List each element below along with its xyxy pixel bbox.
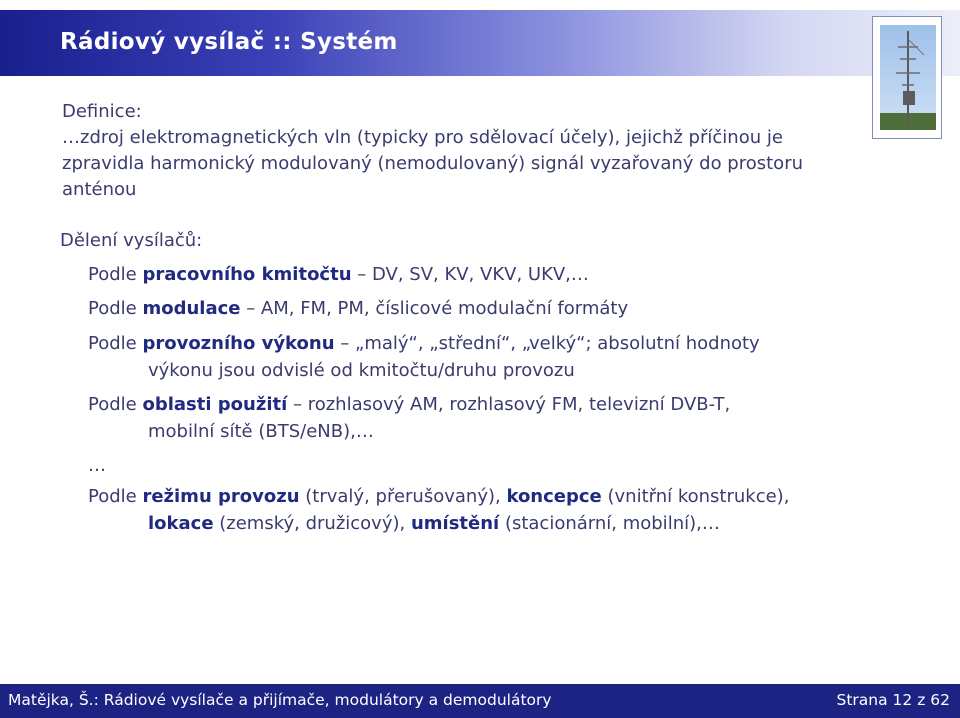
- item-text: (zemský, družicový),: [213, 513, 411, 534]
- item-text: – rozhlasový AM, rozhlasový FM, televizní DVB-T,: [287, 394, 731, 415]
- slide-title: Rádiový vysílač :: Systém: [60, 29, 398, 55]
- item-text: (stacionární, mobilní),…: [499, 513, 720, 534]
- item-keyword: koncepce: [506, 486, 602, 507]
- item-keyword: modulace: [142, 298, 241, 319]
- division-item-mode: [88, 484, 789, 510]
- footer-page-number: Strana 12 z 62: [836, 691, 950, 709]
- item-keyword: režimu provozu: [142, 486, 300, 507]
- division-item-usage-continuation: mobilní sítě (BTS/eNB),…: [148, 421, 374, 442]
- item-text: – DV, SV, KV, VKV, UKV,…: [351, 264, 589, 285]
- footer-author-course: Matějka, Š.: Rádiové vysílače a přijímače, modulátory a demodulátory: [8, 691, 552, 709]
- antenna-photo: [872, 16, 942, 139]
- item-keyword: oblasti použití: [142, 394, 288, 415]
- division-item-power-continuation: výkonu jsou odvislé od kmitočtu/druhu provozu: [148, 360, 575, 381]
- division-heading: Dělení vysílačů:: [60, 230, 203, 251]
- division-item-modulation: [88, 296, 628, 322]
- division-item-usage: [88, 392, 730, 418]
- antenna-image: [880, 25, 936, 130]
- division-ellipsis: …: [88, 455, 106, 476]
- item-keyword: pracovního kmitočtu: [142, 264, 352, 285]
- item-keyword: provozního výkonu: [142, 333, 335, 354]
- item-keyword: lokace: [148, 513, 214, 534]
- item-text: (vnitřní konstrukce),: [601, 486, 790, 507]
- item-keyword: umístění: [410, 513, 500, 534]
- footer-bar: [0, 684, 960, 718]
- division-item-power: [88, 331, 760, 357]
- item-prefix: Podle: [88, 394, 143, 415]
- definition-line: …zdroj elektromagnetických vln (typicky pro sdělovací účely), jejichž příčinou je: [62, 127, 783, 148]
- item-text: – „malý“, „střední“, „velký“; absolutní hodnoty: [334, 333, 760, 354]
- item-prefix: Podle: [88, 333, 143, 354]
- definition-heading: Definice:: [62, 101, 142, 122]
- item-text: – AM, FM, PM, číslicové modulační formáty: [240, 298, 629, 319]
- item-prefix: Podle: [88, 298, 143, 319]
- definition-line: zpravidla harmonický modulovaný (nemodulovaný) signál vyzařovaný do prostoru: [62, 153, 804, 174]
- division-item-frequency: [88, 262, 589, 288]
- item-prefix: Podle: [88, 264, 143, 285]
- item-text: (trvalý, přerušovaný),: [299, 486, 507, 507]
- division-item-mode-continuation: [148, 511, 720, 537]
- definition-line: anténou: [62, 179, 137, 200]
- item-prefix: Podle: [88, 486, 143, 507]
